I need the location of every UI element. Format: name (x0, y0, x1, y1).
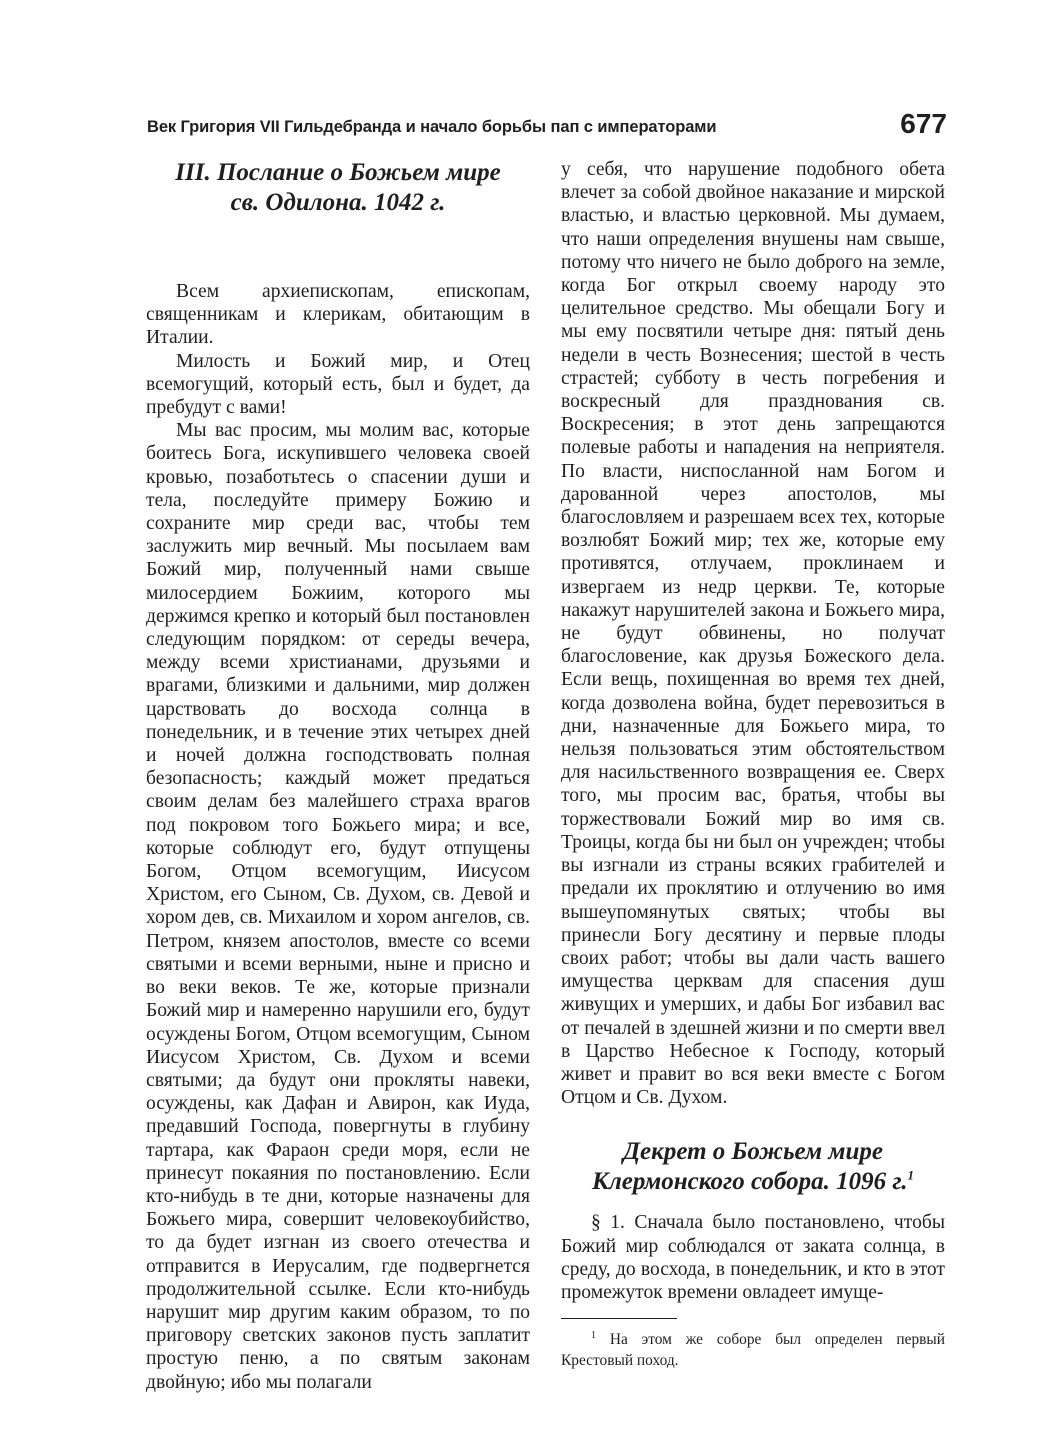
section-title-clermont (561, 1137, 945, 1197)
paragraph-greeting: Милость и Божий мир, и Отец всемогущий, который есть, был и будет, да пребудут с вами! (146, 350, 530, 419)
section-title-line1: III. Послание о Божьем мире (175, 159, 501, 186)
footnote-text: На этом же соборе был определен первый Крестовый поход. (561, 1331, 946, 1370)
page-header (147, 108, 947, 150)
footnote-divider (561, 1318, 677, 1319)
section-title-odilon (146, 158, 530, 218)
section-title-line2: Клермонского собора. 1096 г. (592, 1168, 908, 1196)
right-column (561, 158, 945, 1371)
footnote-number: 1 (591, 1330, 596, 1342)
running-head: Век Григория VII Гильдебранда и начало борьбы пап с императорами (147, 118, 717, 136)
paragraph-continued: у себя, что нарушение подобного обета влечет за собой двойное наказание и мирской властью, и властью церковной. Мы думаем, что наши определения внушены нам свыше, потому что ничего не было доброго на земле, когда Бог открыл своему народу это целительное средство. Мы обещали Богу и мы ему посвятили четыре дня: пятый день недели в честь Вознесения; шестой в честь страстей; субботу в честь погребения и воскресный для празднования св. Воскресения; в этот день запрещаются полевые работы и нападения на неприятеля. По власти, ниспосланной нам Богом и дарованной через апостолов, мы благословляем и разрешаем всех тех, которые возлюбят Божий мир; тех же, которые ему противятся, отлучаем, проклинаем и извергаем из недр церкви. Те, которые накажут нарушителей закона и Божьего мира, не будут обвинены, но получат благословение, как друзья Божеского дела. Если вещь, похищенная во время тех дней, когда дозволена война, будет перевозиться в дни, назначенные для Божьего мира, то нельзя пользоваться этим обстоятельством для насильственного возвращения ее. Сверх того, мы просим вас, братья, чтобы вы торжествовали Божий мир во имя св. Троицы, когда бы ни был он учрежден; чтобы вы изгнали из страны всяких грабителей и предали их проклятию и отлучению во имя вышеупомянутых святых; чтобы вы принесли Богу десятину и первые плоды своих работ; чтобы вы дали часть вашего имущества церквам для спасения душ живущих и умерших, и дабы Бог избавил вас от печалей в здешней жизни и по смерти ввел в Царство Небесное к Господу, который живет и правит во вся веки вместе с Богом Отцом и Св. Духом. (561, 159, 945, 1109)
paragraph-decree: § 1. Сначала было постановлено, чтобы Божий мир соблюдался от заката солнца, в среду, до восхода, в понедельник, и кто в этот промежуток времени овладеет имуще- (561, 1212, 945, 1303)
page-number: 677 (900, 108, 947, 139)
left-column (146, 158, 530, 1394)
section-title-line2: св. Одилона. 1042 г. (230, 189, 446, 216)
paragraph-address: Всем архиепископам, епископам, священникам и клерикам, обитающим в Италии. (146, 281, 530, 349)
section-title-line1: Декрет о Божьем мире (622, 1138, 884, 1166)
footnote-reference: 1 (907, 1168, 914, 1183)
paragraph-body: Мы вас просим, мы молим вас, которые боитесь Бога, искупившего человека своей кровью, позаботьтесь о спасении души и тела, последуйте примеру Божию и сохраните мир среди вас, чтобы тем заслужить мир вечный. Мы посылаем вам Божий мир, полученный нами свыше милосердием Божиим, которого мы держимся крепко и который был постановлен следующим порядком: от середы вечера, между всеми христианами, друзьями и врагами, близкими и дальними, мир должен царствовать до восхода солнца в понедельник, и в течение этих четырех дней и ночей должна господствовать полная безопасность; каждый может предаться своим делам без малейшего страха врагов под покровом того Божьего мира; и все, которые соблюдут его, будут отпущены Богом, Отцом всемогущим, Иисусом Христом, его Сыном, Св. Духом, св. Девой и хором дев, св. Михаилом и хором ангелов, св. Петром, князем апостолов, вместе со всеми святыми и всеми верными, ныне и присно и во веки веков. Те же, которые признали Божий мир и намеренно нарушили его, будут осуждены Богом, Отцом всемогущим, Сыном Иисусом Христом, Св. Духом и всеми святыми; да будут они прокляты навеки, осуждены, как Дафан и Авирон, как Иуда, предавший Господа, повергнуты в глубину тартара, как Фараон среди моря, если не принесут покаяния по постановлению. Если кто-нибудь в те дни, которые назначены для Божьего мира, совершит человекоубийство, то да будет изгнан из своего отечества и отправится в Иерусалим, где подвергнется продолжительной ссылке. Если кто-нибудь нарушит мир другим каким образом, то по приговору светских законов пусть заплатит простую пеню, а по святым законам двойную; ибо мы полагали (146, 420, 530, 1393)
footnote (561, 1329, 945, 1371)
